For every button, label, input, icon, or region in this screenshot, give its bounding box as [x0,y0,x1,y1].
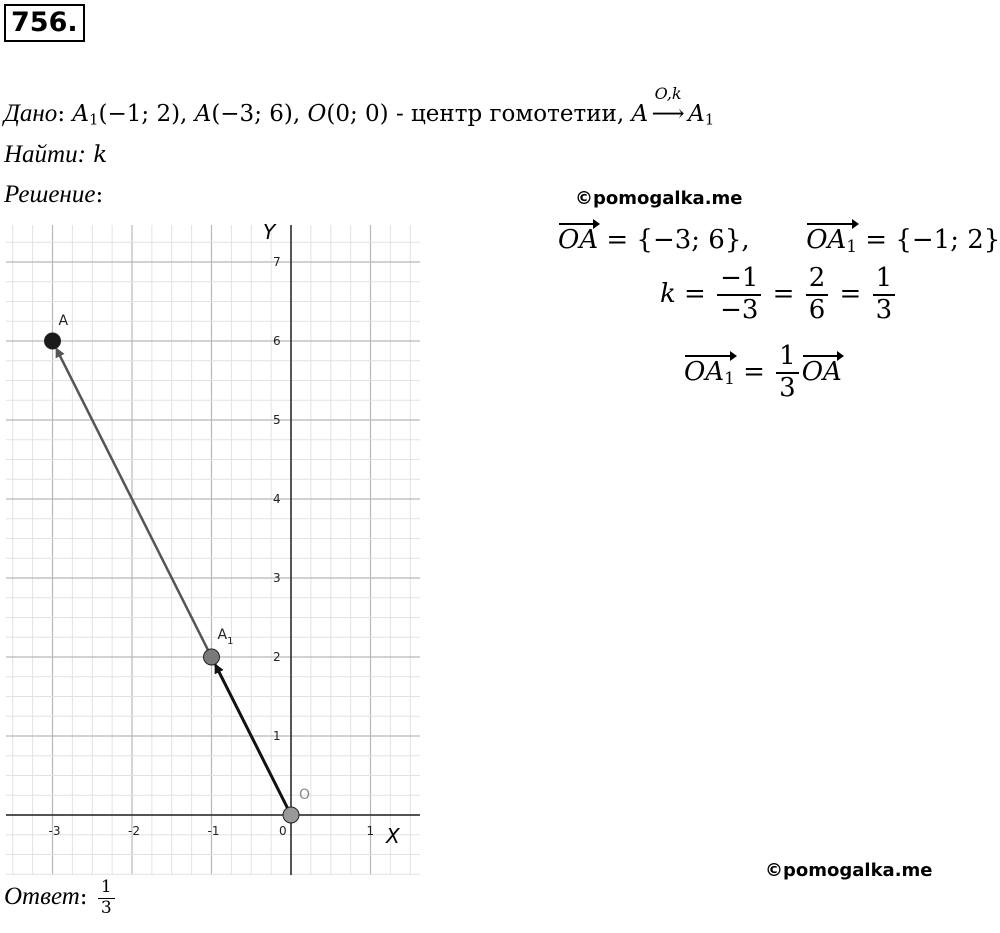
y-tick-label: 2 [273,650,281,664]
y-tick-label: 3 [273,571,281,585]
x-tick-label: 0 [279,824,287,838]
f3-den: 3 [875,294,893,325]
y-tick-label: 7 [273,255,281,269]
homothety-arrow: O,k ⟶ [648,99,688,129]
k-formula: k = $\frac{-1}{-3}$ = $\frac{2}{6}$ = $\frac{1}{3}$ [660,264,898,326]
vector-oa1: $OA_1$ [806,225,858,257]
point-O [283,807,299,823]
find-value: k [93,142,108,168]
vector-oa: OA [558,225,599,255]
given-a: (−3; 6), [211,101,301,127]
grid [6,225,420,875]
f2-den: 6 [808,294,826,325]
x-axis-label: X [386,824,400,848]
x-tick-label: -2 [128,824,140,838]
x-tick-label: 1 [366,824,375,838]
solution-line: Решение: [4,181,104,208]
k-lhs: k = [660,278,706,309]
answer-den: 3 [100,897,112,918]
answer-line: Ответ: $\frac{1}{3}$ [4,878,118,918]
y-tick-label: 5 [273,413,281,427]
x-tick-label: -1 [207,824,220,838]
given-o: (0; 0) [326,101,389,127]
oa-value: = {−3; 6}, [606,225,750,255]
given-a1: (−1; 2), [98,101,188,127]
oa1-value: = {−1; 2} [865,225,1000,255]
f2-num: 2 [806,264,829,296]
f1-den: −3 [720,294,759,325]
point-label-A1: $A_1$ [217,627,234,647]
given-label: Дано [4,100,58,127]
y-tick-label: 6 [273,334,281,348]
relation-oa: OA [801,356,842,387]
given-desc: - центр гомотетии, [395,101,625,127]
f3-num: 1 [873,264,896,296]
y-tick-label: 4 [273,492,281,506]
f1-num: −1 [717,264,761,296]
point-label-A: A [58,313,69,329]
axes [6,225,420,875]
points [45,313,311,823]
y-tick-label: 1 [273,729,281,743]
point-A [45,333,61,349]
point-A1 [204,649,220,665]
solution-label: Решение [4,181,96,208]
coef-den: 3 [779,372,796,403]
find-label: Найти: [4,141,86,168]
relation-oa1: $OA_1$ [684,356,735,389]
watermark-bottom: ©pomogalka.me [765,860,933,881]
vectors [57,349,291,815]
coef-num: 1 [776,342,799,374]
given-line: Дано: $A_1(-1$; 2), A(−3; 6), O(0; 0) - центр гомотетии, A O,k ⟶ $A_1$ [4,99,714,135]
answer-num: 1 [98,878,115,899]
answer-label: Ответ [4,883,80,911]
x-tick-label: -3 [48,824,61,838]
watermark-top: ©pomogalka.me [575,188,743,209]
relation-formula: $OA_1$ = $\frac{1}{3}$ OA [684,341,842,403]
problem-number: 756. [4,4,85,42]
homothety-label: O,k [654,84,682,103]
y-axis-label: Y [263,220,276,244]
point-label-O: O [299,787,311,803]
